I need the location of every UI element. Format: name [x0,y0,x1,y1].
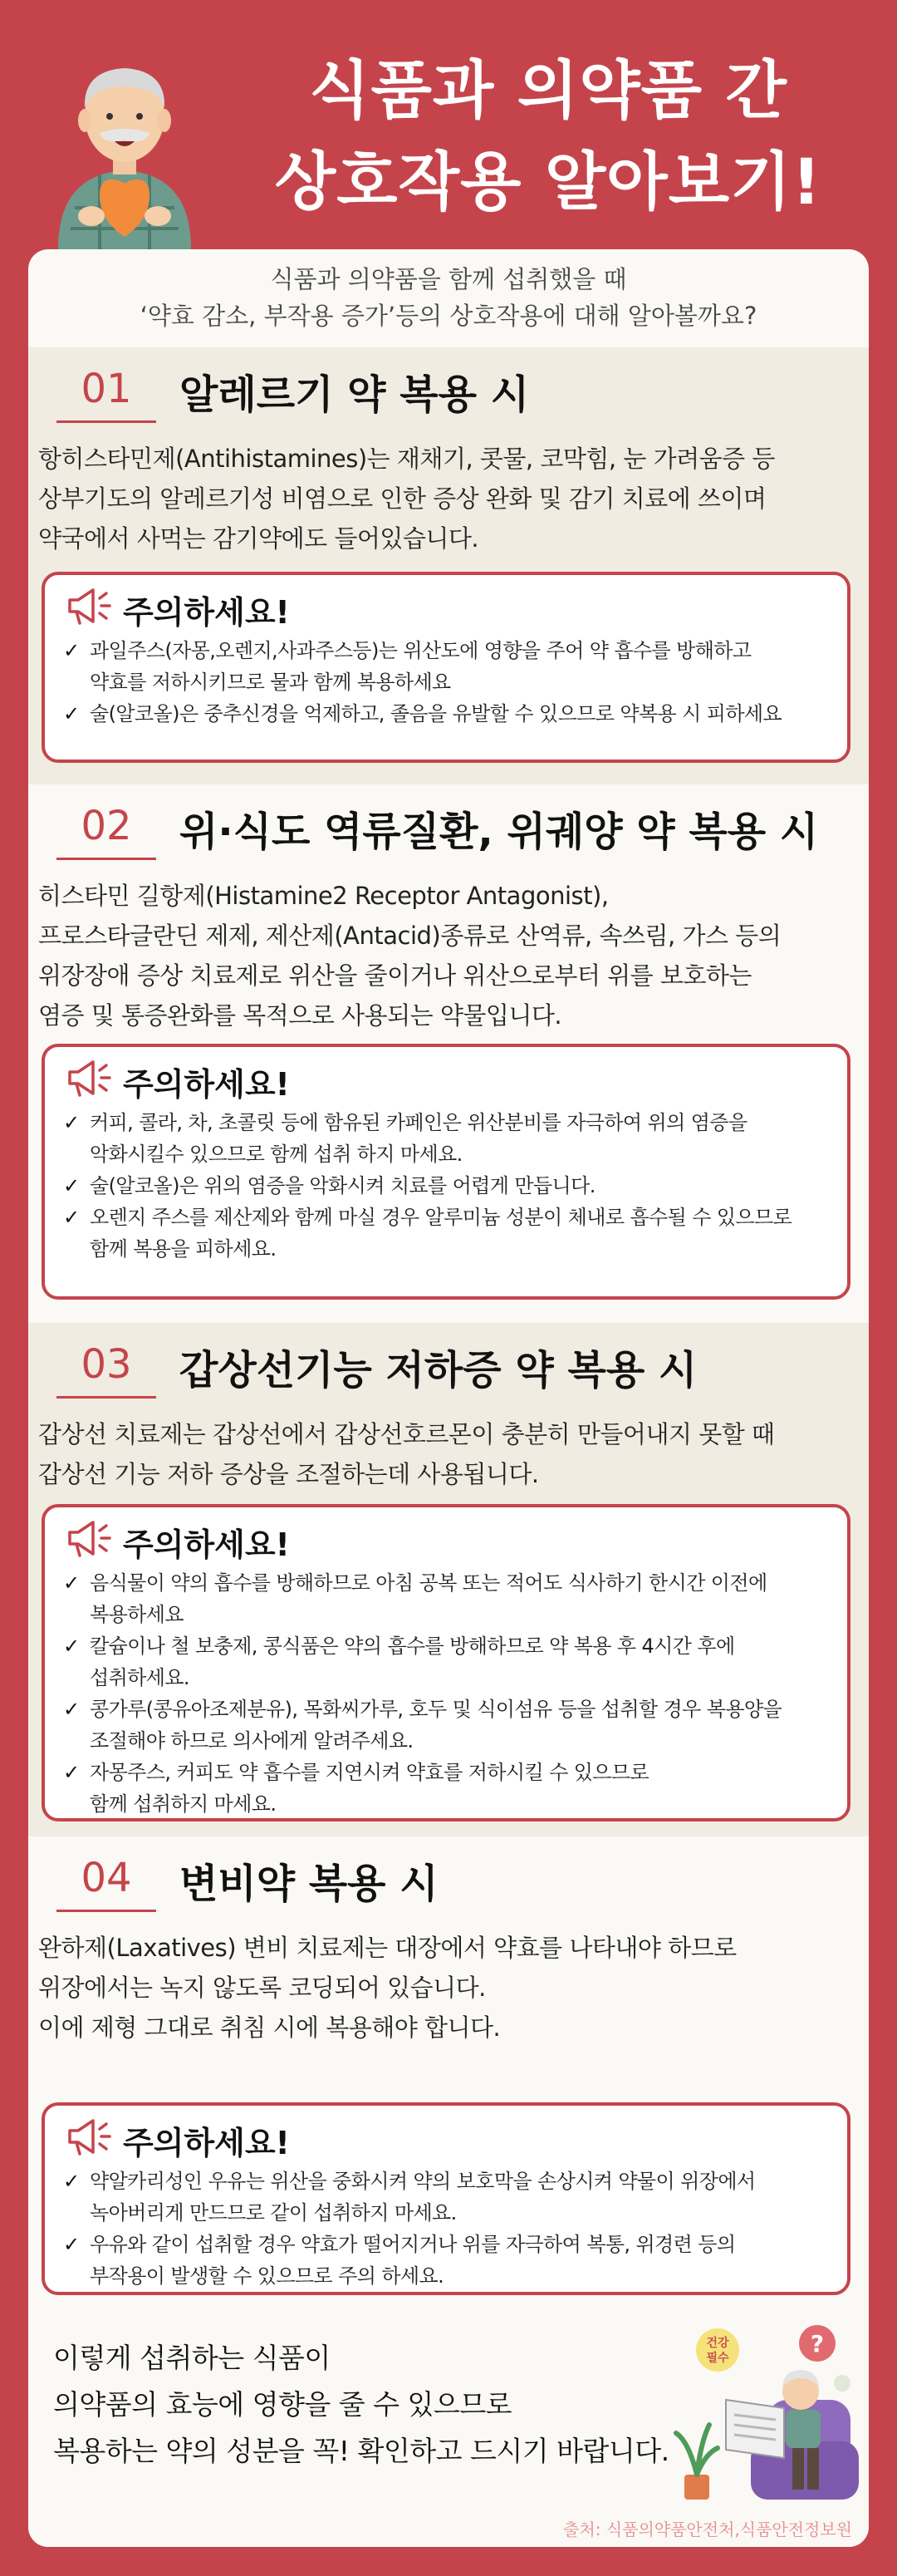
megaphone-icon [65,1057,113,1099]
section-title: 갑상선기능 저하증 약 복용 시 [179,1347,698,1394]
caution-item: ✓ 과일주스(자몽,오렌지,사과주스등)는 위산도에 영향을 주어 약 흡수를 방해하고 약효를 저하시키므로 물과 함께 복용하세요 [60,635,832,698]
caution-item: ✓ 술(알코올)은 중추신경을 억제하고, 졸음을 유발할 수 있으므로 약복용 시 피하세요 [60,698,832,730]
body-line: 위장에서는 녹지 않도록 코딩되어 있습니다. [38,1974,486,2002]
health-badge-label-2: 필수 [706,2352,729,2365]
section-thyroid [28,1323,869,1836]
check-icon: ✓ [63,2233,80,2256]
section-heading [56,803,846,869]
caution-item: ✓ 칼슘이나 철 보충제, 콩식품은 약의 흡수를 방해하므로 약 복용 후 4시간 후에 섭취하세요. [60,1630,832,1694]
caution-box [42,2102,850,2295]
check-icon: ✓ [63,702,80,725]
section-number-underline [56,1396,156,1399]
body-line: 히스타민 길항제(Histamine2 Receptor Antagonist), [38,882,609,910]
check-icon: ✓ [63,1571,80,1595]
body-line: 염증 및 통증완화를 목적으로 사용되는 약물입니다. [38,1001,562,1030]
check-icon: ✓ [63,2170,80,2193]
content-card [28,249,869,2547]
megaphone-icon [65,1517,113,1559]
section-number-underline [56,420,156,423]
body-line: 항히스타민제(Antihistamines)는 재채기, 콧물, 코막힘, 눈 가려움증 등 [38,445,775,473]
intro-text [28,249,869,347]
intro-line: 식품과 의약품을 함께 섭취했을 때 [270,265,627,293]
section-number: 01 [81,366,132,412]
caution-item: ✓ 자몽주스, 커피도 약 흡수를 지연시켜 약효를 저하시킬 수 있으므로 함께 섭취하지 마세요. [60,1757,832,1820]
section-body [38,1928,860,2048]
caution-item: ✓ 콩가루(콩유아조제분유), 목화씨가루, 호두 및 식이섬유 등을 섭취할 경우 복용양을 조절해야 하므로 의사에게 알려주세요. [60,1694,832,1757]
check-icon: ✓ [63,1206,80,1229]
caution-list [60,635,832,730]
section-number: 04 [81,1855,132,1901]
section-title: 위·식도 역류질환, 위궤양 약 복용 시 [179,809,819,855]
body-line: 갑상선 기능 저하 증상을 조절하는데 사용됩니다. [38,1460,539,1488]
source-credit: 출처: 식품의약품안전처,식품안전정보원 [563,2519,852,2539]
caution-list [60,1107,832,1265]
check-icon: ✓ [63,1635,80,1658]
caution-item: ✓ 술(알코올)은 위의 염증을 악화시켜 치료를 어렵게 만듭니다. [60,1170,832,1202]
grandfather-illustration [42,50,208,249]
caution-box [42,572,850,763]
section-body [38,1414,860,1494]
caution-list [60,2166,832,2292]
closing-message [53,2335,684,2475]
section-body [38,876,860,1035]
section-number: 02 [81,803,132,849]
caution-item: ✓ 오렌지 주스를 제산제와 함께 마실 경우 알루미늄 성분이 체내로 흡수될 수 있으므로 함께 복용을 피하세요. [60,1202,832,1265]
caution-title: 주의하세요! [123,2125,290,2161]
check-icon: ✓ [63,1174,80,1197]
body-line: 약국에서 사먹는 감기약에도 들어있습니다. [38,524,479,553]
section-allergy [28,347,869,784]
caution-title: 주의하세요! [123,594,290,631]
closing-line: 복용하는 약의 성분을 꼭! 확인하고 드시기 바랍니다. [53,2435,669,2467]
section-heading [56,1855,846,1921]
megaphone-icon [65,585,113,627]
reading-grandfather-illustration [668,2317,867,2508]
caution-title: 주의하세요! [123,1066,290,1103]
body-line: 프로스타글란딘 제제, 제산제(Antacid)종류로 산역류, 속쓰림, 가스 등의 [38,922,782,950]
closing-line: 의약품의 효능에 영향을 줄 수 있으므로 [53,2388,512,2421]
section-number-underline [56,858,156,860]
caution-item: ✓ 약알카리성인 우유는 위산을 중화시켜 약의 보호막을 손상시켜 약물이 위장에서 녹아버리게 만드므로 같이 섭취하지 마세요. [60,2166,832,2229]
section-laxative [28,1836,869,2317]
body-line: 상부기도의 알레르기성 비염으로 인한 증상 완화 및 감기 치료에 쓰이며 [38,484,767,513]
caution-list [60,1567,832,1820]
closing-section [28,2317,869,2547]
check-icon: ✓ [63,1698,80,1721]
body-line: 이에 제형 그대로 취침 시에 복용해야 합니다. [38,2013,501,2042]
caution-item: ✓ 우유와 같이 섭취할 경우 약효가 떨어지거나 위를 자극하여 복통, 위경련 등의 부작용이 발생할 수 있으므로 주의 하세요. [60,2229,832,2292]
closing-line: 이렇게 섭취하는 식품이 [53,2342,331,2374]
caution-title: 주의하세요! [123,1526,290,1563]
caution-item: ✓ 음식물이 약의 흡수를 방해하므로 아침 공복 또는 적어도 식사하기 한시간 이전에 복용하세요 [60,1567,832,1630]
section-number-underline [56,1910,156,1912]
section-title: 변비약 복용 시 [179,1861,439,1907]
section-body [38,439,860,558]
section-title: 알레르기 약 복용 시 [179,371,530,418]
megaphone-icon [65,2116,113,2157]
check-icon: ✓ [63,1761,80,1784]
section-heading [56,1341,846,1408]
header [0,0,897,249]
question-mark-icon: ? [810,2330,825,2357]
caution-item: ✓ 커피, 콜라, 차, 초콜릿 등에 함유된 카페인은 위산분비를 자극하여 위의 염증을 악화시킬수 있으므로 함께 섭취 하지 마세요. [60,1107,832,1170]
caution-box [42,1044,850,1300]
page-title-line2: 상호작용 알아보기! [274,145,822,219]
section-heading [56,366,846,432]
section-number: 03 [81,1341,132,1388]
section-gastric [28,784,869,1323]
body-line: 위장장애 증상 치료제로 위산을 줄이거나 위산으로부터 위를 보호하는 [38,961,752,990]
body-line: 완하제(Laxatives) 변비 치료제는 대장에서 약효를 나타내야 하므로 [38,1934,737,1962]
caution-box [42,1504,850,1821]
check-icon: ✓ [63,639,80,662]
check-icon: ✓ [63,1111,80,1134]
health-badge-label-1: 건강 [706,2337,729,2350]
intro-line: ‘약효 감소, 부작용 증가’등의 상호작용에 대해 알아볼까요? [140,302,757,330]
body-line: 갑상선 치료제는 갑상선에서 갑상선호르몬이 충분히 만들어내지 못할 때 [38,1420,775,1448]
page-title-line1: 식품과 의약품 간 [309,53,787,127]
